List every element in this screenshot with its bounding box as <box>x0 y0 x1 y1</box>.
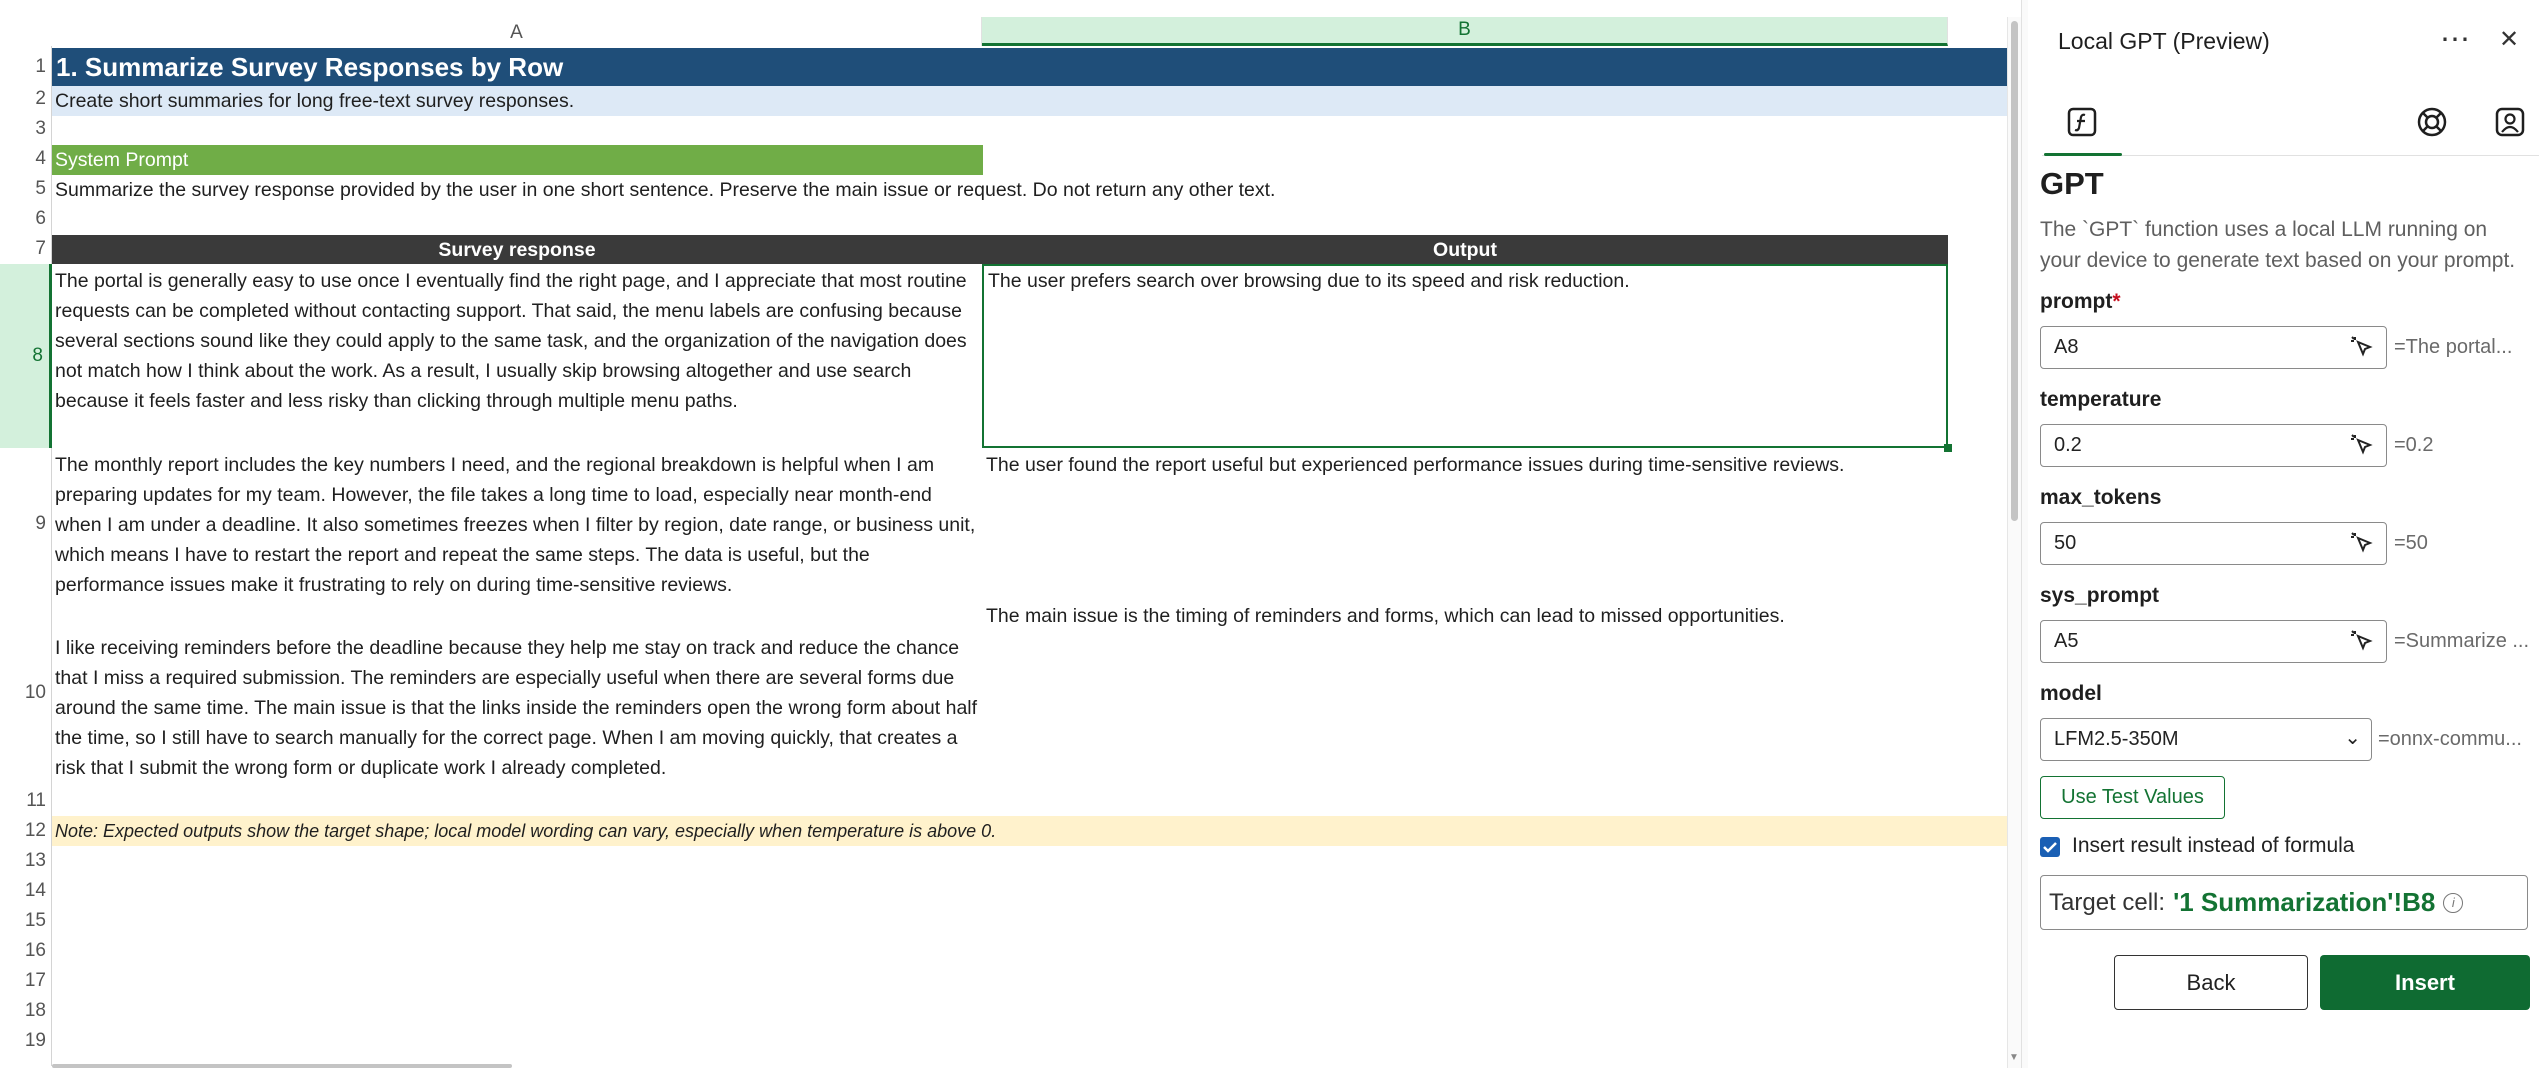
param-label-temperature: temperature <box>2040 388 2162 411</box>
local-gpt-panel <box>2021 0 2539 1068</box>
column-header-b[interactable]: B <box>982 17 1948 46</box>
sheet-title[interactable]: 1. Summarize Survey Responses by Row <box>52 48 2007 86</box>
tab-help-icon[interactable] <box>2414 104 2450 140</box>
back-button[interactable]: Back <box>2114 955 2308 1010</box>
cell-picker-icon[interactable] <box>2349 628 2375 654</box>
column-header-bar <box>0 17 2010 46</box>
row-header-12[interactable]: 12 <box>24 820 46 841</box>
row-header-1[interactable]: 1 <box>35 56 46 77</box>
panel-edge <box>2022 0 2028 1068</box>
output-cell[interactable]: The main issue is the timing of reminders and forms, which can lead to missed opportunities. <box>986 605 1785 627</box>
row-header-11[interactable]: 11 <box>26 790 46 811</box>
required-marker: * <box>2112 290 2121 313</box>
close-icon[interactable]: ✕ <box>2499 26 2520 53</box>
prompt-input[interactable] <box>2040 326 2387 369</box>
insert-result-label[interactable]: Insert result instead of formula <box>2072 834 2355 857</box>
target-cell-box <box>2040 875 2528 930</box>
use-test-values-button[interactable]: Use Test Values <box>2040 776 2225 819</box>
model-select[interactable] <box>2040 718 2372 761</box>
param-label-sys-prompt: sys_prompt <box>2040 584 2160 607</box>
row-header-7[interactable]: 7 <box>35 238 46 259</box>
row-header-15[interactable]: 15 <box>24 910 46 931</box>
survey-response-cell[interactable]: I like receiving reminders before the deadline because they help me stay on track and reduce the chance that I miss a required submission. The reminders are especially useful when there are several forms due around the same time. The main issue is that the links inside the reminders open the wrong form about half the time, so I still have to search manually for the correct page. When I am moving quickly, that creates a risk that I submit the wrong form or duplicate work I already completed. <box>55 637 978 779</box>
tab-account-icon[interactable] <box>2492 104 2528 140</box>
chevron-down-icon: ⌄ <box>2344 727 2361 749</box>
prompt-preview: =The portal... <box>2394 336 2513 358</box>
row-header-9[interactable]: 9 <box>35 513 46 534</box>
more-options-icon[interactable]: ⋯ <box>2440 23 2470 56</box>
param-label-max-tokens: max_tokens <box>2040 486 2162 509</box>
row-header-17[interactable]: 17 <box>24 970 46 991</box>
sys-prompt-preview: =Summarize ... <box>2394 630 2530 652</box>
target-cell-label: Target cell: <box>2049 888 2166 916</box>
row-header-14[interactable]: 14 <box>24 880 46 901</box>
target-cell-value: '1 Summarization'!B8 <box>2173 887 2436 917</box>
max-tokens-input[interactable] <box>2040 522 2387 565</box>
system-prompt-label[interactable]: System Prompt <box>52 145 983 175</box>
sheet-subtitle[interactable]: Create short summaries for long free-text survey responses. <box>52 86 2007 116</box>
insert-result-checkbox[interactable] <box>2040 837 2060 857</box>
model-selected-value: LFM2.5-350M <box>2054 728 2179 750</box>
survey-response-cell[interactable]: The portal is generally easy to use once I eventually find the right page, and I appreciate that most routine requests can be completed without contacting support. That said, the menu labels are confusing because several sections sound like they could apply to the same task, and the organization of the navigation does not match how I think about the work. As a result, I usually skip browsing altogether and use search because it feels faster and less risky than clicking through multiple menu paths. <box>55 270 967 412</box>
row-header-4[interactable]: 4 <box>35 148 46 169</box>
output-cell[interactable]: The user found the report useful but experienced performance issues during time-sensitive reviews. <box>986 454 1845 476</box>
vertical-scrollbar[interactable] <box>2007 17 2021 1068</box>
param-label-prompt <box>2040 290 2121 314</box>
sys-prompt-input[interactable] <box>2040 620 2387 663</box>
panel-title: Local GPT (Preview) <box>2058 28 2270 54</box>
row-header-19[interactable]: 19 <box>24 1030 46 1051</box>
model-preview: =onnx-commu... <box>2378 728 2522 750</box>
function-description: The `GPT` function uses a local LLM running on your device to generate text based on your prompt. <box>2040 218 2516 272</box>
note-text[interactable]: Note: Expected outputs show the target shape; local model wording can vary, especially when temperature is above 0. <box>52 816 2007 846</box>
temperature-input[interactable] <box>2040 424 2387 467</box>
survey-response-cell[interactable]: The monthly report includes the key numbers I need, and the regional breakdown is helpful when I am preparing updates for my team. However, the file takes a long time to load, especially near month-end when I am under a deadline. It also sometimes freezes when I filter by region, date range, or business unit, which means I have to restart the report and repeat the same steps. The data is useful, but the performance issues make it frustrating to rely on during time-sensitive reviews. <box>55 454 976 596</box>
row-header-2[interactable]: 2 <box>35 88 46 109</box>
active-tab-indicator <box>2044 153 2122 156</box>
row-header-13[interactable]: 13 <box>24 850 46 871</box>
insert-button[interactable]: Insert <box>2320 955 2530 1010</box>
column-header-a[interactable]: A <box>52 17 982 46</box>
horizontal-scroll-thumb[interactable] <box>52 1064 512 1068</box>
row-header-10[interactable]: 10 <box>24 682 46 703</box>
panel-tabs <box>2042 94 2539 156</box>
row-header-5[interactable]: 5 <box>35 178 46 199</box>
max-tokens-preview: =50 <box>2394 532 2428 554</box>
table-header-survey-response[interactable]: Survey response <box>52 235 982 264</box>
function-name: GPT <box>2040 166 2104 201</box>
cell-picker-icon[interactable] <box>2349 432 2375 458</box>
cell-picker-icon[interactable] <box>2349 334 2375 360</box>
row-header-8[interactable]: 8 <box>0 264 52 448</box>
vertical-scroll-thumb[interactable] <box>2011 21 2018 521</box>
info-icon[interactable]: i <box>2443 893 2463 913</box>
output-text: The user prefers search over browsing due to its speed and risk reduction. <box>988 270 1630 292</box>
row-header-6[interactable]: 6 <box>35 208 46 229</box>
table-header-output[interactable]: Output <box>982 235 1948 264</box>
row-header-16[interactable]: 16 <box>24 940 46 961</box>
param-label-text: prompt <box>2040 290 2113 313</box>
param-label-model: model <box>2040 682 2102 705</box>
cell-picker-icon[interactable] <box>2349 530 2375 556</box>
row-header-3[interactable]: 3 <box>35 118 46 139</box>
system-prompt-text[interactable]: Summarize the survey response provided by the user in one short sentence. Preserve the main issue or request. Do not return any other text. <box>55 179 1276 201</box>
tab-function-icon[interactable] <box>2064 104 2100 140</box>
temperature-preview: =0.2 <box>2394 434 2434 456</box>
checkmark-icon <box>2040 837 2060 857</box>
row-header-18[interactable]: 18 <box>24 1000 46 1021</box>
scroll-down-arrow-icon[interactable]: ▼ <box>2009 1052 2019 1063</box>
output-cell-selected[interactable] <box>982 264 1948 448</box>
